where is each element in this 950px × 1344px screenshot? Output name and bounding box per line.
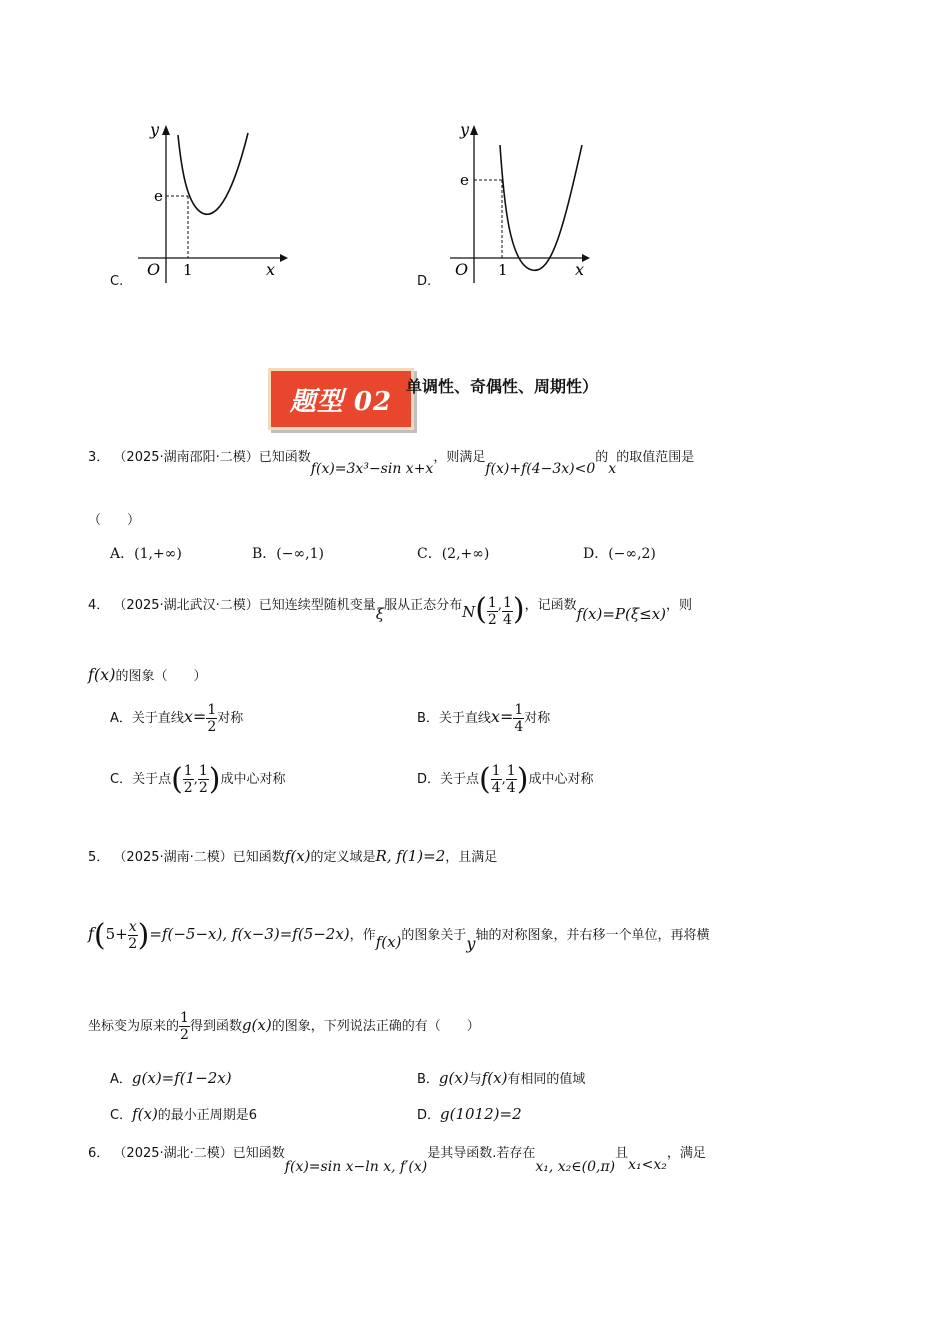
- question-3-line1: [88, 446, 695, 477]
- q5-option-b: B．g(x)与f(x)有相同的值域: [417, 1069, 586, 1087]
- q5-source: （2025·湖南·二模）: [113, 850, 233, 865]
- q3-option-d: D．(−∞,2): [583, 546, 656, 562]
- graph-d-x-label: x: [575, 260, 585, 279]
- q4-mean-den: 2: [487, 612, 497, 628]
- q4-mean-num: 1: [487, 595, 497, 611]
- q3-option-b: B．(−∞,1): [252, 546, 324, 562]
- graph-c-tick-one: 1: [183, 261, 193, 279]
- q3-text4: 的取值范围是: [616, 450, 695, 465]
- q4-option-a: A．关于直线x= $\frac{1}{2}$ 对称: [110, 702, 244, 735]
- section-title: 单调性、奇偶性、周期性）: [406, 377, 599, 396]
- q5-text1: 已知函数: [232, 850, 285, 865]
- q6-source: （2025·湖北·二模）: [113, 1146, 233, 1161]
- q4-option-d: D．关于点( $\frac{1}{4}$ , $\frac{1}{4}$ )成中心对称: [417, 762, 594, 797]
- question-5-line1: [88, 846, 497, 865]
- q6-text4: ，满足: [666, 1146, 706, 1161]
- graph-c-option-label: C.: [110, 274, 124, 289]
- q5-domain: R, f(1)=2: [375, 847, 446, 865]
- q3-source: （2025·湖南邵阳·二模）: [113, 450, 259, 465]
- q6-function: f(x)=sin x−ln x, f′(x): [284, 1159, 428, 1175]
- q3-option-c: C．(2,+∞): [417, 546, 490, 562]
- q6-text3: 且: [615, 1146, 629, 1161]
- q4-normal-N: N: [462, 603, 476, 621]
- q5-function: f(x): [284, 847, 311, 865]
- q4-number: 4．: [88, 598, 110, 613]
- question-5-line3: 坐标变为原来的 $\frac{1}{2}$ 得到函数g(x)的图象，下列说法正确的有（ ）: [88, 1010, 480, 1043]
- q3-function: f(x)=3x³−sin x+x: [310, 461, 434, 477]
- q6-cond2: x₁<x₂: [628, 1157, 667, 1173]
- q5-option-a: A．g(x)=f(1−2x): [110, 1069, 232, 1087]
- q6-text2: 是其导函数.若存在: [427, 1146, 536, 1161]
- q4-text3: ，记函数: [524, 598, 577, 613]
- question-4-line1: 4． （2025·湖北武汉·二模）已知连续型随机变量ξ服从正态分布N( $\frac{1}{2}$ , $\frac{1}{4}$ )，记函数f(x)=P(ξ≤x)，则: [88, 592, 693, 628]
- q3-paren: （ ）: [88, 513, 141, 528]
- graph-d-origin: O: [455, 260, 469, 279]
- graph-d: [442, 115, 602, 285]
- q3-number: 3．: [88, 450, 110, 465]
- q4-text2: 服从正态分布: [384, 598, 463, 613]
- graph-c: [130, 115, 290, 285]
- q5-option-c: C．f(x)的最小正周期是6: [110, 1105, 258, 1123]
- q4-line2-function: f(x): [88, 665, 116, 684]
- q3-variable: x: [608, 461, 617, 477]
- graph-d-y-label: y: [460, 120, 470, 139]
- q5-text2: 的定义域是: [310, 850, 376, 865]
- q4-variable: ξ: [375, 605, 385, 623]
- q4-option-b: B．关于直线x= $\frac{1}{4}$ 对称: [417, 702, 551, 735]
- graph-c-origin: O: [147, 260, 161, 279]
- q4-line2-text: 的图象（ ）: [115, 669, 207, 684]
- section-badge: 题型 02: [268, 368, 414, 430]
- q4-var-den: 4: [502, 612, 512, 628]
- q4-var-num: 1: [502, 595, 512, 611]
- q3-option-a: A．(1,+∞): [110, 546, 182, 562]
- q6-cond1: x₁, x₂∈(0,π): [535, 1159, 616, 1175]
- graph-c-y-label: y: [150, 120, 160, 139]
- q4-function: f(x)=P(ξ≤x): [576, 605, 667, 623]
- q4-text1: 已知连续型随机变量: [258, 598, 376, 613]
- question-4-line2: [88, 665, 206, 684]
- question-5-line2: f(5+ $\frac{x}{2}$ )=f(−5−x), f(x−3)=f(5−2x)，作f(x)的图象关于y轴的对称图象，并右移一个单位，再将横: [88, 918, 710, 953]
- graph-c-tick-e: e: [154, 187, 163, 205]
- q3-text1: 已知函数: [258, 450, 311, 465]
- graph-d-option-label: D.: [417, 274, 432, 289]
- q5-text3: ，且满足: [445, 850, 498, 865]
- q6-number: 6．: [88, 1146, 110, 1161]
- q3-text2: ，则满足: [433, 450, 486, 465]
- q5-option-d: D．g(1012)=2: [417, 1105, 522, 1123]
- q3-text3: 的: [595, 450, 609, 465]
- graph-d-tick-one: 1: [498, 261, 508, 279]
- q6-text1: 已知函数: [232, 1146, 285, 1161]
- question-6-line1: [88, 1142, 706, 1175]
- q4-text4: ，则: [666, 598, 693, 613]
- q4-source: （2025·湖北武汉·二模）: [113, 598, 259, 613]
- q4-option-c: C．关于点( $\frac{1}{2}$ , $\frac{1}{2}$ )成中心对称: [110, 762, 286, 797]
- q5-number: 5．: [88, 850, 110, 865]
- graph-c-x-label: x: [266, 260, 276, 279]
- q3-condition: f(x)+f(4−3x)<0: [485, 461, 596, 477]
- graph-d-tick-e: e: [460, 171, 469, 189]
